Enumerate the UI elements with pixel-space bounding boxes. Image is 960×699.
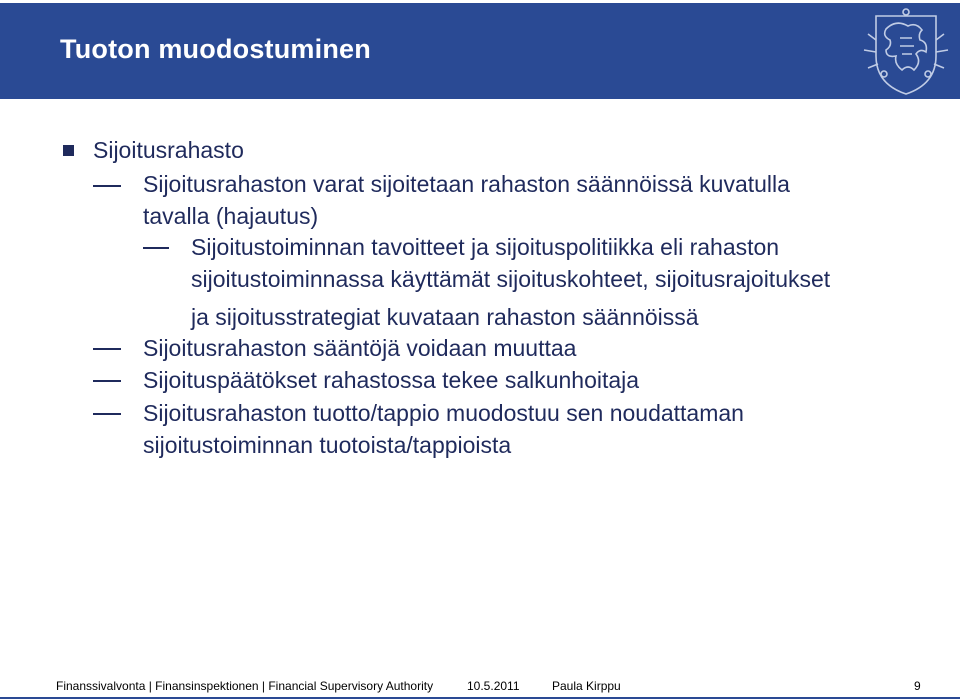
bullet-l2c: Sijoituspäätökset rahastossa tekee salkunhoitaja [143,367,640,393]
footer-date: 10.5.2011 [467,679,520,693]
dash-bullet-icon [93,348,121,350]
dash-bullet-icon [93,413,121,415]
footer-org: Finanssivalvonta | Finansinspektionen | Financial Supervisory Authority [56,679,434,693]
footer-page-number: 9 [914,679,921,693]
square-bullet-icon [63,145,74,156]
slide-title: Tuoton muodostuminen [60,34,371,64]
bullet-l3a-line2: sijoitustoiminnassa käyttämät sijoituskohteet, sijoitusrajoitukset [191,266,831,292]
dash-bullet-icon [93,380,121,382]
dash-bullet-icon [93,185,121,187]
bullet-l2d-line1: Sijoitusrahaston tuotto/tappio muodostuu sen noudattaman [143,400,744,426]
bullet-l2a-line1: Sijoitusrahaston varat sijoitetaan rahaston säännöissä kuvatulla [143,171,790,197]
bullet-l1: Sijoitusrahasto [93,137,244,163]
bullet-l2d-line2: sijoitustoiminnan tuotoista/tappioista [143,432,512,458]
dash-bullet-icon [143,247,169,249]
bullet-l3a-line3: ja sijoitusstrategiat kuvataan rahaston säännöissä [191,304,699,330]
bullet-l2b: Sijoitusrahaston sääntöjä voidaan muuttaa [143,335,577,361]
bullet-l3a-line1: Sijoitustoiminnan tavoitteet ja sijoituspolitiikka eli rahaston [191,234,780,260]
footer-author: Paula Kirppu [552,679,621,693]
bullet-l2a-line2: tavalla (hajautus) [143,203,319,229]
footer [0,676,960,696]
